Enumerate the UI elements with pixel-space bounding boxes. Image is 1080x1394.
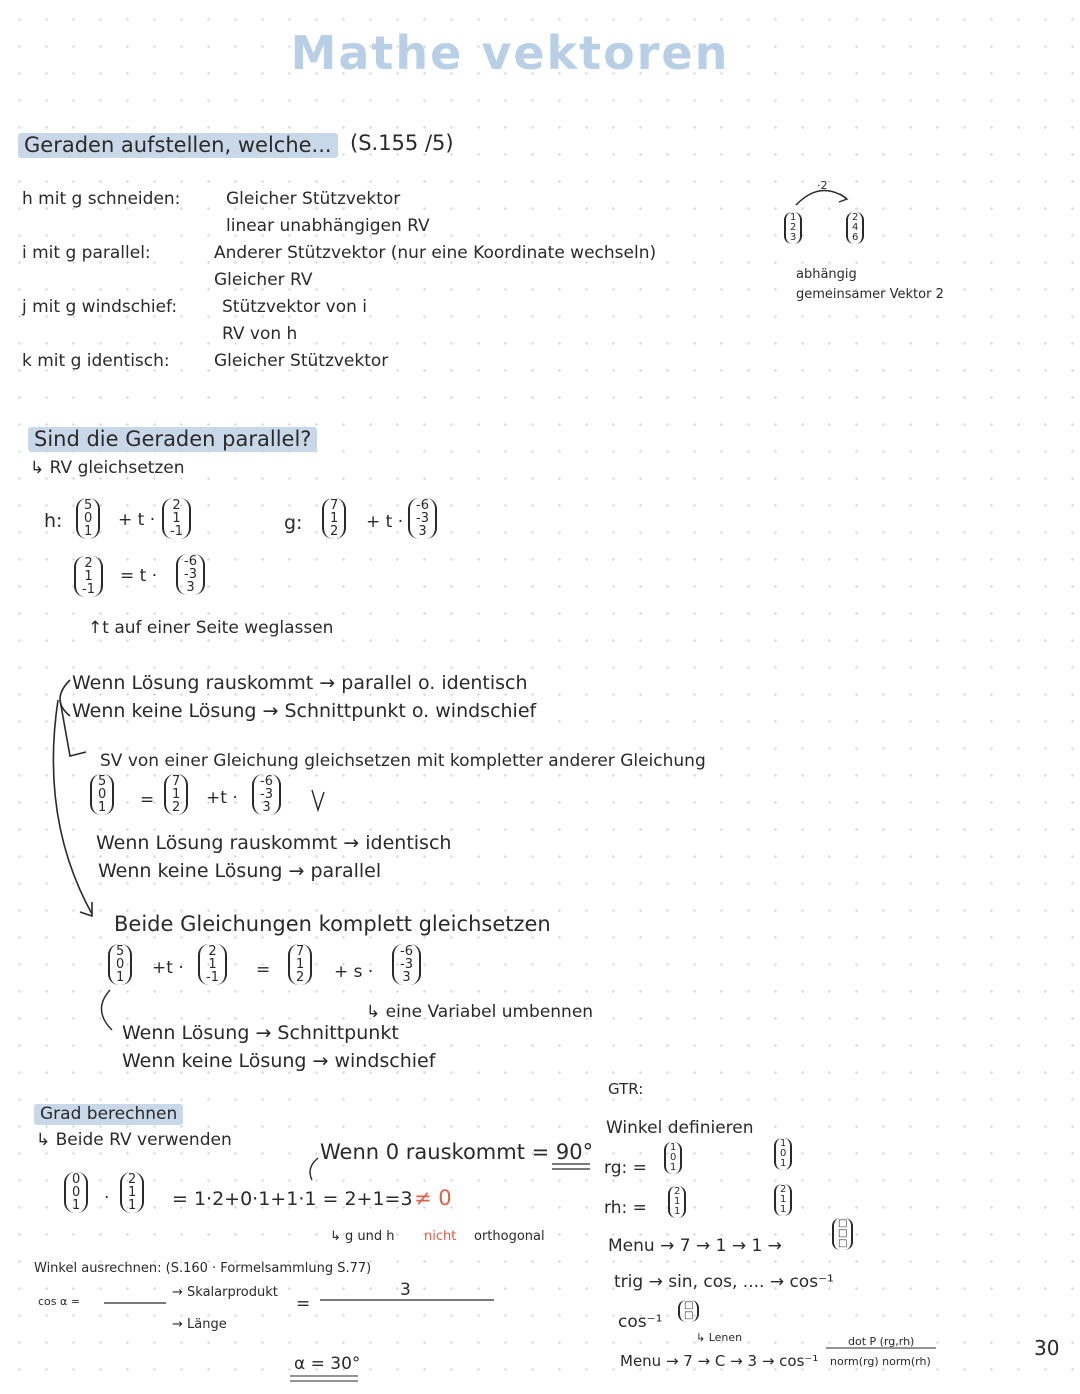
case-solution: Wenn Lösung rauskommt → parallel o. identisch — [72, 672, 528, 694]
gtr-menu-1: Menu → 7 → 1 → 1 → — [608, 1236, 782, 1256]
both-h-rv: 2 1 -1 — [198, 944, 227, 985]
angle-instruction: Winkel ausrechnen: (S.160 · Formelsammlung S.77) — [34, 1261, 372, 1276]
not-zero: ≠ 0 — [414, 1186, 452, 1210]
gtr-menu-2: Menu → 7 → C → 3 → cos⁻¹ — [620, 1352, 819, 1370]
gtr-rg-vector: 1 0 1 — [664, 1142, 682, 1174]
gtr-lenen-note: ↳ Lenen — [696, 1331, 743, 1344]
sv-eq-g-rv: -6 -3 3 — [252, 774, 281, 815]
row-label-i: i mit g parallel: — [22, 243, 151, 263]
both-plus-s: + s · — [334, 962, 374, 982]
eq-left-vector: 2 1 -1 — [74, 556, 103, 597]
sv-instruction: SV von einer Gleichung gleichsetzen mit kompletter anderer Gleichung — [100, 751, 706, 771]
both-g-rv: -6 -3 3 — [392, 944, 421, 985]
row-label-j: j mit g windschief: — [22, 297, 178, 317]
gtr-rg-label: rg: = — [604, 1158, 647, 1178]
zero-note: Wenn 0 rauskommt = 90° — [320, 1140, 594, 1164]
both-result-intersection: Wenn Lösung → Schnittpunkt — [122, 1022, 399, 1044]
section-heading-parallel: Sind die Geraden parallel? — [28, 427, 317, 452]
dependency-vector-2: 2 4 6 — [846, 212, 864, 244]
eq-equals-t: = t · — [120, 566, 158, 586]
fraction-numerator: 3 — [400, 1280, 411, 1300]
sv-eq-equals: = — [140, 790, 155, 810]
g-support-vector: 7 1 2 — [322, 498, 346, 539]
row-text-h-1: Gleicher Stützvektor — [226, 189, 401, 209]
h-plus-t: + t · — [118, 510, 156, 530]
length-label: → Länge — [172, 1317, 227, 1332]
fraction-equals: = — [296, 1294, 311, 1314]
both-h-sv: 5 0 1 — [108, 944, 132, 985]
h-support-vector: 5 0 1 — [76, 498, 100, 539]
both-instruction: Beide Gleichungen komplett gleichsetzen — [114, 912, 551, 936]
drop-t-note: ↑t auf einer Seite weglassen — [88, 618, 334, 638]
case-no-solution: Wenn keine Lösung → Schnittpunkt o. windschief — [72, 700, 537, 722]
dot-vector-b: 2 1 1 — [120, 1172, 144, 1213]
gtr-heading: GTR: — [608, 1080, 644, 1098]
ortho-suffix: orthogonal — [474, 1229, 545, 1244]
dependency-vector-1: 1 2 3 — [784, 212, 802, 244]
row-text-k-1: Gleicher Stützvektor — [214, 351, 389, 371]
row-text-i-1: Anderer Stützvektor (nur eine Koordinate wechseln) — [214, 243, 657, 263]
gtr-trig: trig → sin, cos, .... → cos⁻¹ — [614, 1272, 834, 1292]
h-direction-vector: 2 1 -1 — [162, 498, 191, 539]
ortho-not: nicht — [424, 1229, 457, 1244]
gtr-define-angle: Winkel definieren — [606, 1118, 754, 1138]
rename-variable-note: ↳ eine Variabel umbennen — [366, 1002, 594, 1022]
ortho-prefix: ↳ g und h — [330, 1229, 395, 1244]
alpha-result: α = 30° — [294, 1354, 361, 1374]
both-g-sv: 7 1 2 — [288, 944, 312, 985]
line-h-label: h: — [44, 510, 63, 532]
gtr-rh-vector-right: 2 1 1 — [774, 1184, 792, 1216]
both-result-skew: Wenn keine Lösung → windschief — [122, 1050, 436, 1072]
section-heading-geraden: Geraden aufstellen, welche... — [18, 133, 338, 158]
scalar-product-label: → Skalarprodukt — [172, 1285, 278, 1300]
sv-eq-plus-t: +t · — [206, 788, 238, 808]
section-heading-grad: Grad berechnen — [34, 1104, 183, 1125]
row-text-h-2: linear unabhängigen RV — [226, 216, 430, 236]
sv-result-identical: Wenn Lösung rauskommt → identisch — [96, 832, 452, 854]
gtr-rh-label: rh: = — [604, 1198, 647, 1218]
g-plus-t: + t · — [366, 512, 404, 532]
section2-subheading: ↳ RV gleichsetzen — [30, 458, 185, 478]
dot-vector-a: 0 0 1 — [64, 1172, 88, 1213]
gtr-matrix-icon: □ □ □ — [832, 1218, 853, 1250]
row-label-k: k mit g identisch: — [22, 351, 170, 371]
page-number: 30 — [1034, 1336, 1060, 1360]
section3-subheading: ↳ Beide RV verwenden — [36, 1130, 232, 1150]
row-text-j-2: RV von h — [222, 324, 298, 344]
gtr-rh-vector: 2 1 1 — [668, 1186, 686, 1218]
dot-calculation: = 1·2+0·1+1·1 = 2+1=3 — [172, 1188, 413, 1210]
sv-result-parallel: Wenn keine Lösung → parallel — [98, 860, 382, 882]
gtr-rg-vector-right: 1 0 1 — [774, 1138, 792, 1170]
dependency-text-1: abhängig — [796, 267, 857, 282]
eq-right-vector: -6 -3 3 — [176, 554, 205, 595]
gtr-cos-vector: □ □ — [678, 1300, 699, 1322]
cos-label: cos α = — [38, 1295, 80, 1308]
row-label-h: h mit g schneiden: — [22, 189, 181, 209]
both-equals: = — [256, 960, 271, 980]
gtr-dot-p: dot P (rg,rh) — [848, 1335, 915, 1348]
sv-eq-g-vector: 7 1 2 — [164, 774, 188, 815]
dependency-text-2: gemeinsamer Vektor 2 — [796, 287, 944, 302]
gtr-cos-inverse: cos⁻¹ — [618, 1312, 663, 1332]
row-text-j-1: Stützvektor von i — [222, 297, 368, 317]
line-g-label: g: — [284, 512, 303, 534]
sv-eq-left-vector: 5 0 1 — [90, 774, 114, 815]
row-text-i-2: Gleicher RV — [214, 270, 313, 290]
g-direction-vector: -6 -3 3 — [408, 498, 437, 539]
section-reference: (S.155 /5) — [350, 131, 454, 155]
both-plus-t: +t · — [152, 958, 184, 978]
gtr-norm: norm(rg) norm(rh) — [830, 1355, 931, 1368]
dot-sign: · — [104, 1188, 110, 1208]
dependency-factor: ·2 — [817, 179, 828, 192]
page-title: Mathe vektoren — [290, 26, 730, 80]
